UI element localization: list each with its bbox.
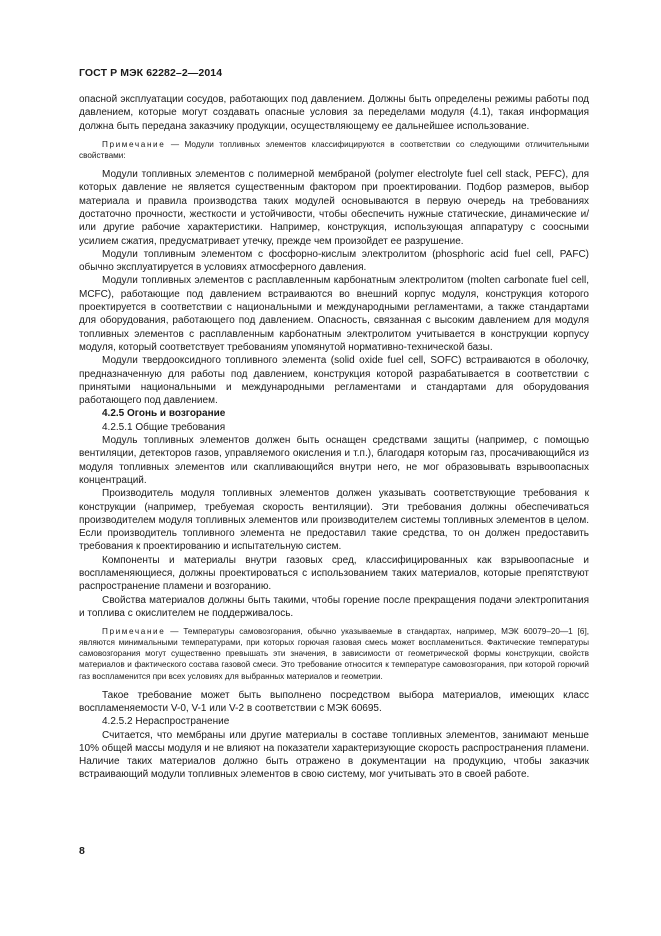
page-number: 8 bbox=[79, 845, 85, 857]
note-autoignition bbox=[79, 626, 589, 681]
paragraph-mcfc: Модули топливных элементов с расплавленным карбонатным электролитом (molten carbonate fuel cell, MCFC), работающие под давлением встраиваются во внешний корпус модуля, конструкция которого проектируется в соответствии с национальными и международными регламентами, а также стандартами для оборудования, работающего под давлением. Опасность, связанная с высоким давлением для модуля топливных элементов с расплавленным карбонатным электролитом учитывается в конструкции корпусу модуля, который соответствует требованиям упомянутой нормативно-технической базы. bbox=[79, 275, 589, 353]
paragraph-pefc: Модули топливных элементов с полимерной мембраной (polymer electrolyte fuel cell stack, PEFC), для которых давление не является существенным фактором при проектировании. Подбор размеров, выбор материала и правила производства таких модулей основываются в первую очередь на требованиях достаточно прочности, жесткости и устойчивости, чтобы обеспечить нужные статические, динамические и/или другие рабочие характеристики. Например, конструкция, использующая аппаратуру с соосными усилием сжатия, предусматривает утечку, прежде чем произойдет ее разрушение. bbox=[79, 169, 589, 247]
paragraph-protection: Модуль топливных элементов должен быть оснащен средствами защиты (например, с помощью вентиляции, детекторов газов, управляемого окисления и т.п.), благодаря которым газ, просачивающийся из модуля топливных элементов или скапливающийся внутри него, не мог образовывать взрывоопасных концентраций. bbox=[79, 435, 589, 486]
paragraph-materials: Свойства материалов должны быть такими, чтобы горение после прекращения подачи электропитания и топлива с окислителем не поддерживалось. bbox=[79, 594, 589, 619]
paragraph-membranes: Считается, что мембраны или другие материалы в составе топливных элементов, занимают меньше 10% общей массы модуля и не влияют на показатели характеризующие скорость распространения пламени. Наличие таких материалов должно быть отражено в документации на продукцию, чтобы заказчик встраивающий модули топливных элементов в свою систему, мог учитывать это в своей работе. bbox=[79, 729, 589, 781]
paragraph-pafc: Модули топливным элементом с фосфорно-кислым электролитом (phosphoric acid fuel cell, PAFC) обычно эксплуатируется в условиях атмосферного давления. bbox=[79, 248, 589, 274]
document-body bbox=[79, 93, 589, 782]
section-heading-fire: 4.2.5 Огонь и возгорание bbox=[102, 408, 226, 420]
note-classification bbox=[79, 139, 589, 161]
note-label: Примечание bbox=[102, 139, 166, 149]
note-text: — Модули топливных элементов классифицируются в соответствии со следующими отличительными свойствами: bbox=[79, 139, 589, 160]
paragraph-flammability: Такое требование может быть выполнено посредством выбора материалов, имеющих класс воспламеняемости V-0, V-1 или V-2 в соответствии с МЭК 60695. bbox=[79, 689, 589, 714]
note-text: — Температуры самовозгорания, обычно указываемые в стандартах, например, МЭК 60079–20—1 [6], являются минимальными температурами, при которых горючая газовая смесь может воспламениться. Фактические температуры самовозгорания могут существенно превышать эти значения, в зависимости от геометрической формы конструкции, свойств материалов и фактического состава газовой смеси. Это требование относится к температуре самовозгорания, при которой горючий газ воспламенится при всех условиях для выбранных материалов и геометрии. bbox=[79, 627, 589, 681]
paragraph-components: Компоненты и материалы внутри газовых сред, классифицированных как взрывоопасные и воспламеняющиеся, должны проектироваться с использованием таких материалов, которые препятствуют распространение пламени и возгоранию. bbox=[79, 554, 589, 593]
paragraph-manufacturer: Производитель модуля топливных элементов должен указывать соответствующие требования к конструкции (например, требуемая скорость вентиляции). Эти требования должны обеспечиваться производителем модуля топливных элементов или производителем системы топливных элементов в целом. Если производитель топливного элемента не предоставил такие средства, то он должен предоставить требования к проектированию и испытательную систем. bbox=[79, 488, 589, 553]
subsection-heading-nonpropagation: 4.2.5.2 Нераспространение bbox=[102, 716, 230, 728]
paragraph-sofc: Модули твердооксидного топливного элемента (solid oxide fuel cell, SOFC) встраиваются в оболочку, предназначенную для работы под давлением, конструкция которой разрабатывается в соответствии с принятыми национальными и международными регламентами и стандартами для оборудования работающего под давлением. bbox=[79, 355, 589, 407]
paragraph-continuation: опасной эксплуатации сосудов, работающих под давлением. Должны быть определены режимы работы под давлением, которые могут создавать опасные условия за переделами модуля (4.1), такая информация должна быть передана заказчику продукции, осуществляющему ее дальнейшее использование. bbox=[79, 94, 589, 132]
subsection-heading-general: 4.2.5.1 Общие требования bbox=[102, 421, 226, 433]
document-header: ГОСТ Р МЭК 62282–2—2014 bbox=[79, 67, 223, 79]
note-label: Примечание bbox=[102, 627, 166, 637]
